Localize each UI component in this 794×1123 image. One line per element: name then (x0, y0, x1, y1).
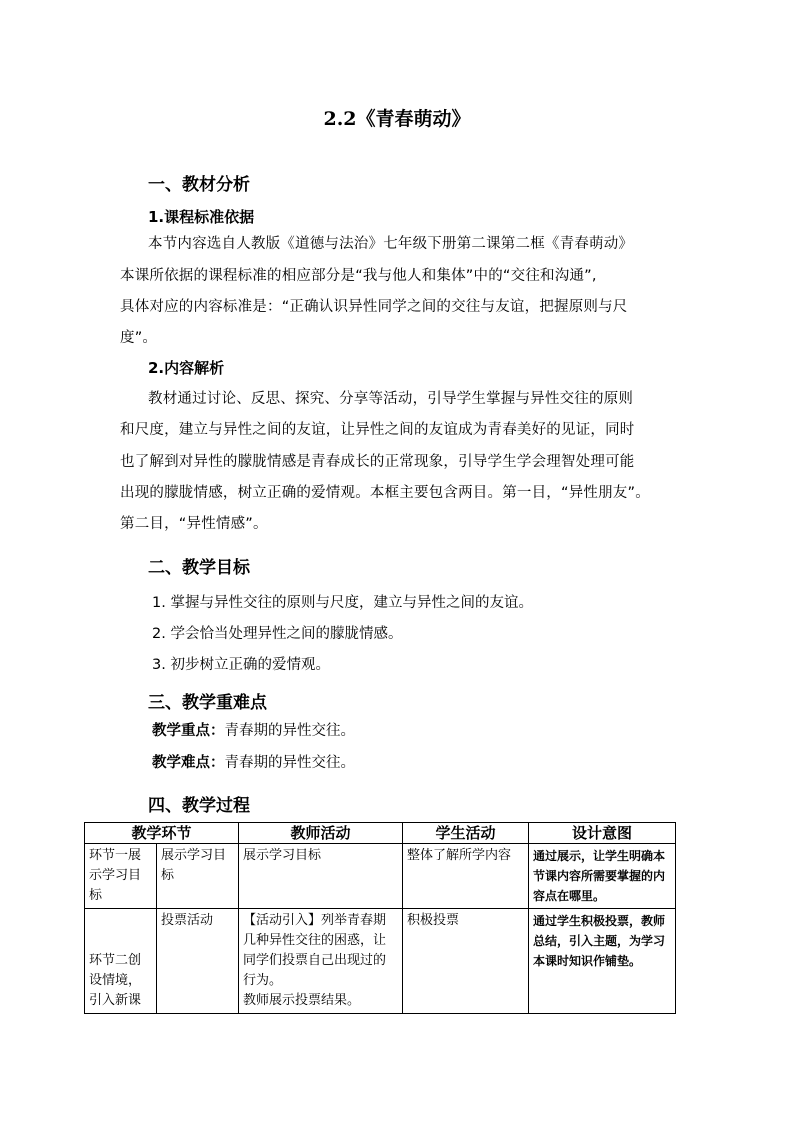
cell-student-activity: 积极投票 (403, 909, 529, 1014)
teacher-activity-text: 【活动引入】列举青春期几种异性交往的困惑，让同学们投票自己出现过的行为。 (243, 913, 387, 988)
paragraph-line: 度”。 (120, 330, 158, 346)
objective-item: 2. 学会恰当处理异性之间的朦胧情感。 (152, 626, 403, 642)
paragraph-line: 第二目，“异性情感”。 (120, 516, 268, 532)
cell-teacher-activity: 展示学习目标 (239, 844, 403, 909)
paragraph-line: 出现的朦胧情感，树立正确的爱情观。本框主要包含两目。第一目，“异性朋友”。 (120, 485, 650, 501)
header-design-intent: 设计意图 (529, 823, 676, 844)
key-point-line (152, 719, 355, 740)
teaching-process-table (84, 822, 676, 1014)
header-teacher-activity: 教师活动 (239, 823, 403, 844)
cell-step: 展示学习目标 (157, 844, 239, 909)
key-point-label: 教学重点： (152, 723, 225, 739)
section-heading-objectives: 二、教学目标 (148, 558, 250, 578)
cell-student-activity: 整体了解所学内容 (403, 844, 529, 909)
subheading-content-analysis: 2.内容解析 (148, 359, 225, 377)
cell-stage: 环节二创设情境，引入新课 (85, 909, 157, 1014)
table-row (85, 844, 676, 909)
cell-design-intent: 通过展示，让学生明确本节课内容所需要掌握的内容点在哪里。 (529, 844, 676, 909)
cell-stage: 环节一展示学习目标 (85, 844, 157, 909)
header-student-activity: 学生活动 (403, 823, 529, 844)
section-heading-process: 四、教学过程 (148, 796, 250, 816)
header-stage: 教学环节 (85, 823, 239, 844)
paragraph-line: 具体对应的内容标准是：“正确认识异性同学之间的交往与友谊，把握原则与尺 (120, 299, 628, 315)
cell-teacher-activity (239, 909, 403, 1014)
section-heading-key-points: 三、教学重难点 (148, 693, 267, 713)
difficult-point-line (152, 751, 355, 772)
paragraph-line: 和尺度，建立与异性之间的友谊，让异性之间的友谊成为青春美好的见证，同时 (120, 422, 635, 438)
table-header-row (85, 823, 676, 844)
paragraph-line: 本课所依据的课程标准的相应部分是“我与他人和集体”中的“交往和沟通”, (120, 268, 597, 284)
paragraph-line: 也了解到对异性的朦胧情感是青春成长的正常现象，引导学生学会理智处理可能 (120, 454, 635, 470)
objective-item: 1. 掌握与异性交往的原则与尺度，建立与异性之间的友谊。 (152, 595, 533, 611)
cell-design-intent: 通过学生积极投票，教师总结，引入主题，为学习本课时知识作铺垫。 (529, 909, 676, 1014)
difficult-point-value: 青春期的异性交往。 (224, 755, 355, 771)
subheading-curriculum-standard: 1.课程标准依据 (148, 208, 255, 226)
paragraph-line: 教材通过讨论、反思、探究、分享等活动，引导学生掌握与异性交往的原则 (148, 391, 634, 407)
table-row (85, 909, 676, 1014)
difficult-point-label: 教学难点： (152, 755, 225, 771)
paragraph-line: 本节内容选自人教版《道德与法治》七年级下册第二课第二框《青春萌动》 (148, 236, 634, 252)
teacher-activity-text-2: 教师展示投票结果。 (243, 993, 361, 1008)
key-point-value: 青春期的异性交往。 (224, 723, 355, 739)
cell-step: 投票活动 (157, 909, 239, 1014)
objective-item: 3. 初步树立正确的爱情观。 (152, 657, 330, 673)
page-title: 2.2《青春萌动》 (323, 108, 471, 130)
section-heading-analysis: 一、教材分析 (148, 175, 250, 195)
